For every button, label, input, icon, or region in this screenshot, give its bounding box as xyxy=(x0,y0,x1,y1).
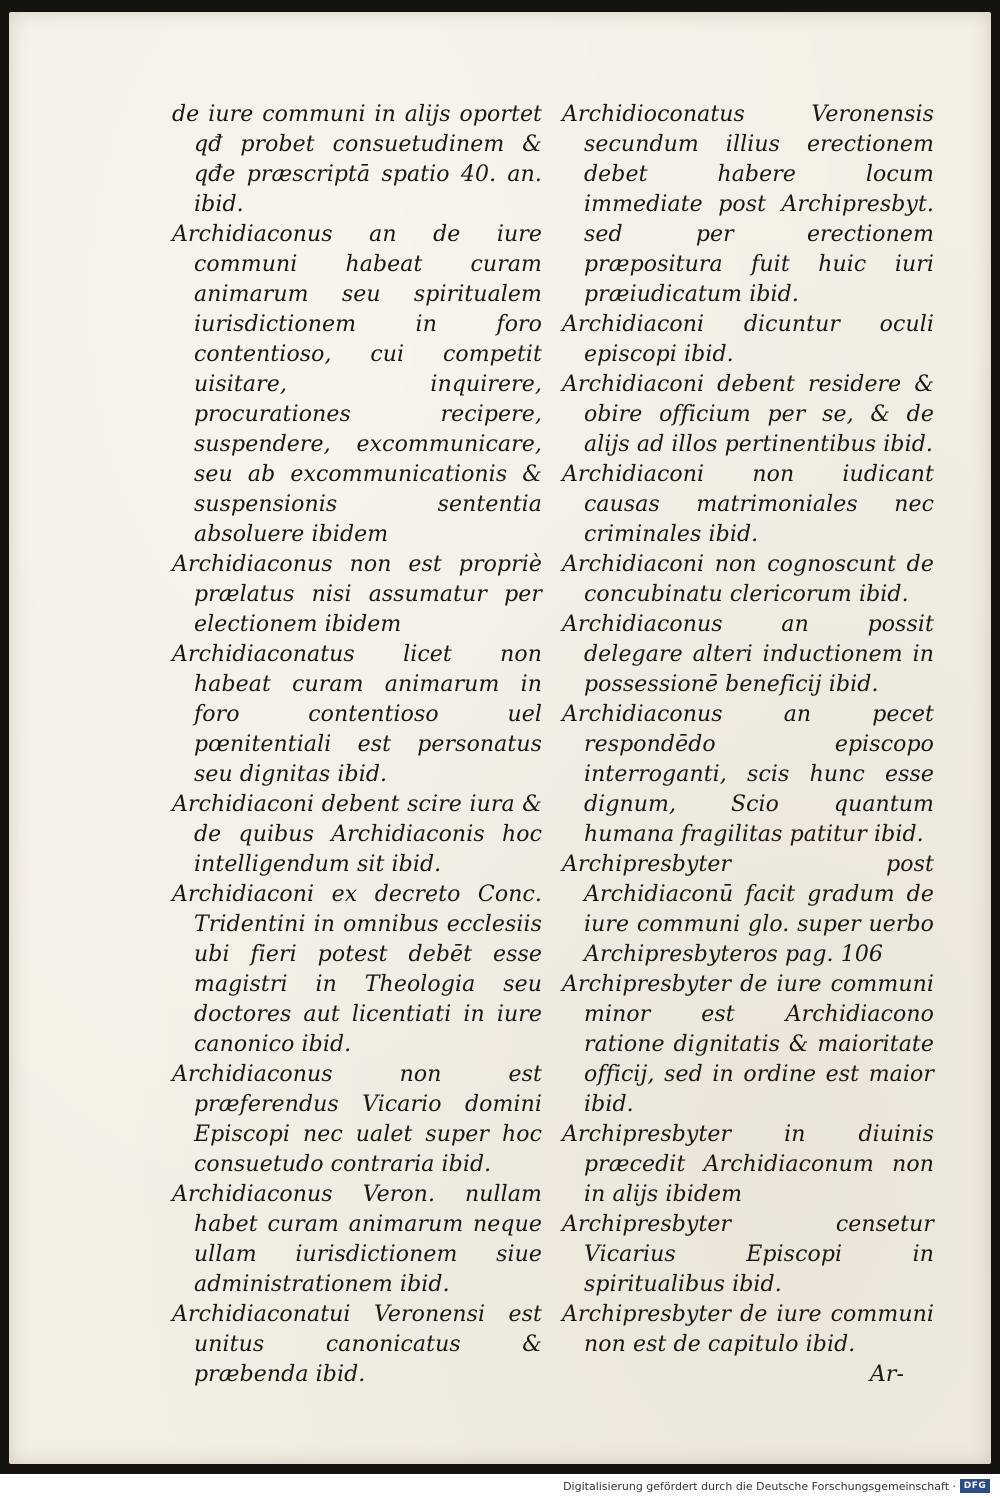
dfg-logo-icon: DFG xyxy=(960,1479,990,1493)
index-entry: Archidiaconi debent scire iura & de quibus Archidiaconis hoc intelligendum sit ibid. xyxy=(172,792,542,877)
index-entry: Archidiaconus an pecet respondēdo episcopo interroganti, scis hunc esse dignum, Scio quantum humana fragilitas patitur ibid. xyxy=(562,702,934,847)
index-entry: Archidiaconus non est præferendus Vicario domini Episcopi nec ualet super hoc consuetudo contraria ibid. xyxy=(172,1062,542,1177)
index-entry: Archipresbyter de iure communi non est de capitulo ibid. xyxy=(562,1302,934,1357)
digitization-footer xyxy=(0,1474,1000,1498)
funding-credit: Digitalisierung gefördert durch die Deutsche Forschungsgemeinschaft · xyxy=(563,1480,956,1493)
index-entry: Archipresbyter in diuinis præcedit Archidiaconum non in alijs ibidem xyxy=(562,1122,934,1207)
catchword: Ar- xyxy=(869,1362,904,1387)
index-entry: Archidiaconi debent residere & obire officium per se, & de alijs ad illos pertinentibus ibid. xyxy=(562,372,934,457)
index-entry: Archidioconatus Veronensis secundum illius erectionem debet habere locum immediate post Archipresbyt. sed per erectionem præpositura fuit huic iuri præiudicatum ibid. xyxy=(562,102,934,307)
left-index-column xyxy=(172,100,542,1390)
index-entry: Archidiaconus Veron. nullam habet curam animarum neque ullam iurisdictionem siue administrationem ibid. xyxy=(172,1182,542,1297)
index-entry: Archipresbyter de iure communi minor est Archidiacono ratione dignitatis & maioritate officij, sed in ordine est maior ibid. xyxy=(562,972,934,1117)
index-entry: Archidiaconus non est propriè prælatus nisi assumatur per electionem ibidem xyxy=(172,552,542,637)
book-page xyxy=(9,12,991,1464)
index-entry: Archidiaconi non cognoscunt de concubinatu clericorum ibid. xyxy=(562,552,934,607)
index-entry: Archidiaconi ex decreto Conc. Tridentini in omnibus ecclesiis ubi fieri potest debēt esse magistri in Theologia seu doctores aut licentiati in iure canonico ibid. xyxy=(172,882,542,1057)
index-entry: Archidiaconatui Veronensi est unitus canonicatus & præbenda ibid. xyxy=(172,1302,542,1387)
index-entry: Archidiaconi non iudicant causas matrimoniales nec criminales ibid. xyxy=(562,462,934,547)
index-entry: Archidiaconus an possit delegare alteri inductionem in possessionē beneficij ibid. xyxy=(562,612,934,697)
index-entry: Archidiaconus an de iure communi habeat curam animarum seu spiritualem iurisdictionem in foro contentioso, cui competit uisitare, inquirere, procurationes recipere, suspendere, excommunicare, seu ab excommunicationis & suspensionis sententia absoluere ibidem xyxy=(172,222,542,547)
index-entry: Archipresbyter censetur Vicarius Episcopi in spiritualibus ibid. xyxy=(562,1212,934,1297)
right-index-column xyxy=(562,100,934,1412)
index-entry: Archipresbyter post Archidiaconū facit gradum de iure communi glo. super uerbo Archipresbyteros pag. 106 xyxy=(562,852,934,967)
index-entry: Archidiaconatus licet non habeat curam animarum in foro contentioso uel pœnitentiali est personatus seu dignitas ibid. xyxy=(172,642,542,787)
index-entry: Archidiaconi dicuntur oculi episcopi ibid. xyxy=(562,312,934,367)
index-entry: de iure communi in alijs oportet qđ probet consuetudinem & qđe præscriptā spatio 40. an. ibid. xyxy=(172,102,542,217)
